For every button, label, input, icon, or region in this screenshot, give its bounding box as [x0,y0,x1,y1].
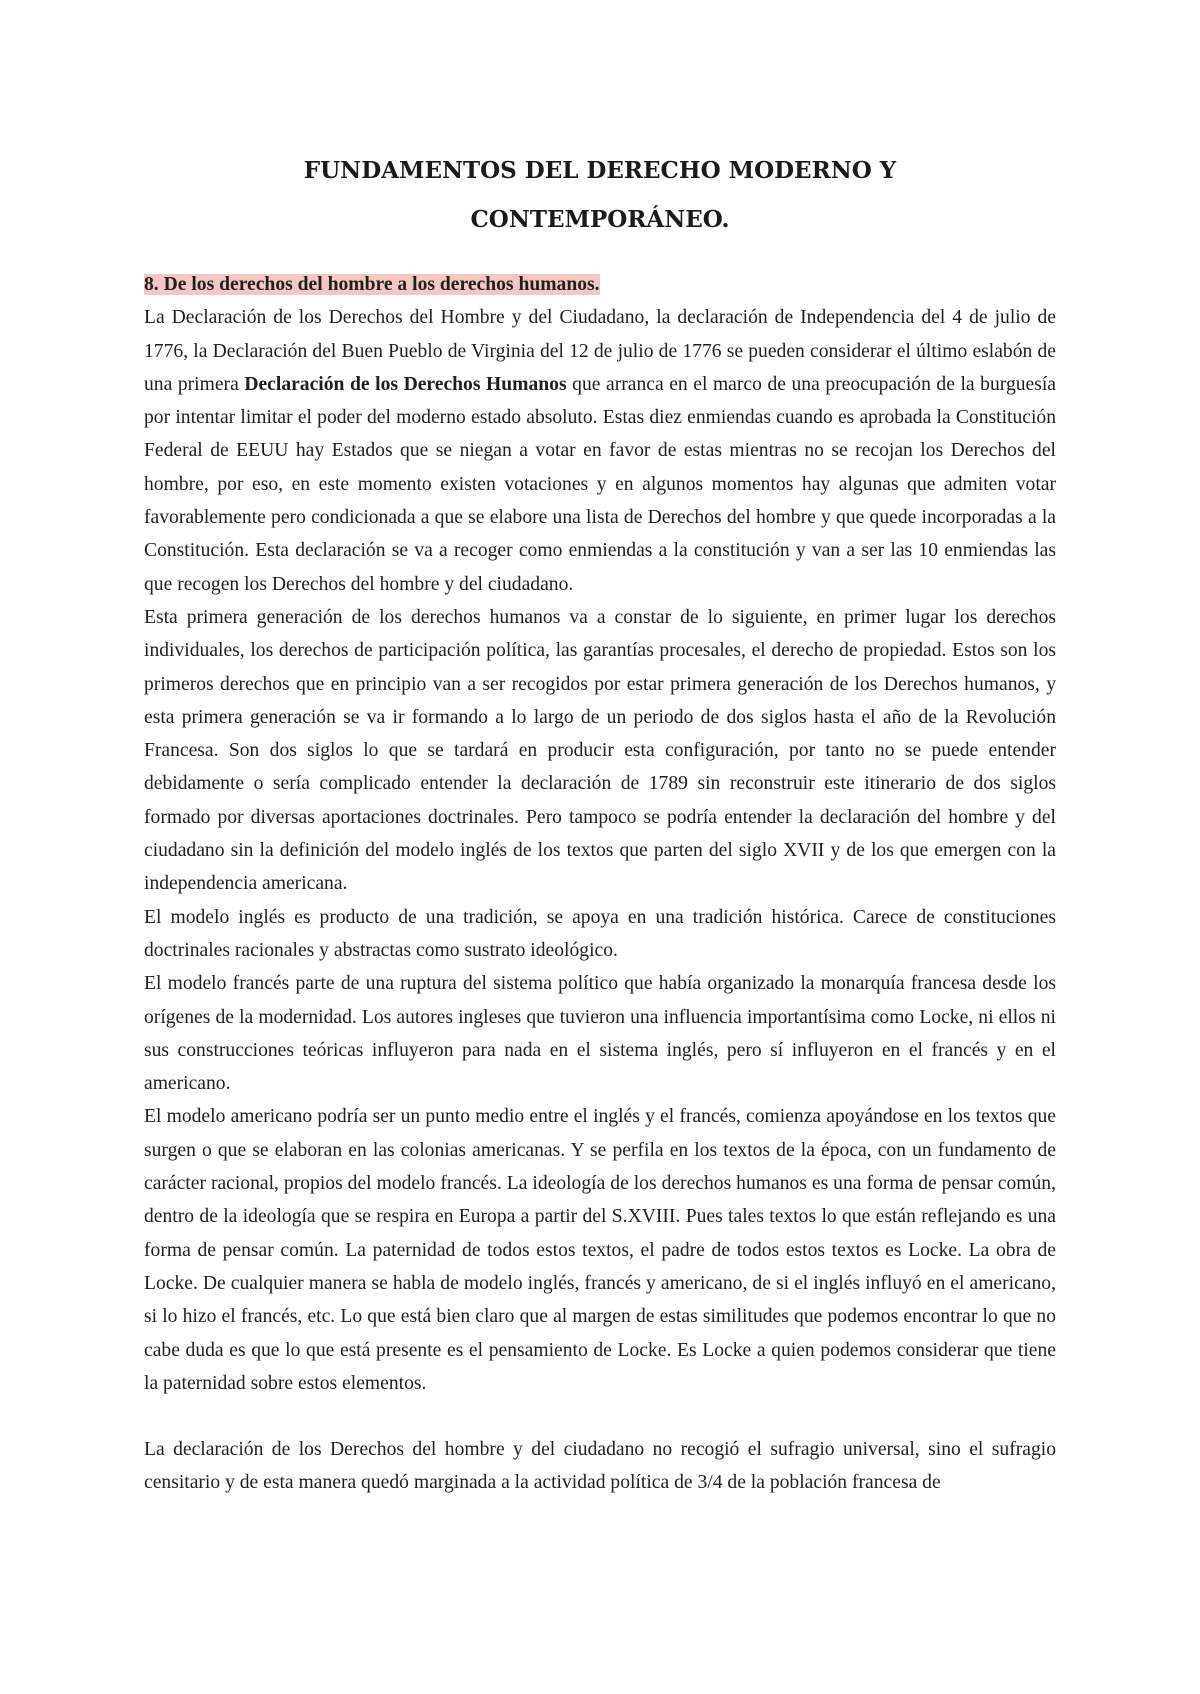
paragraph-2: Esta primera generación de los derechos humanos va a constar de lo siguiente, en primer lugar los derechos individuales, los derechos de participación política, las garantías procesales, el derecho de propiedad. Estos son los primeros derechos que en principio van a ser recogidos por estar primera generación de los Derechos humanos, y esta primera generación se va ir formando a lo largo de un periodo de dos siglos hasta el año de la Revolución Francesa. Son dos siglos lo que se tardará en producir esta configuración, por tanto no se puede entender debidamente o sería complicado entender la declaración de 1789 sin reconstruir este itinerario de dos siglos formado por diversas aportaciones doctrinales. Pero tampoco se podría entender la declaración del hombre y del ciudadano sin la definición del modelo inglés de los textos que parten del siglo XVII y de los que emergen con la independencia americana. [144,606,1056,895]
paragraph-1-text-b: que arranca en el marco de una preocupación de la burguesía por intentar limitar el poder del moderno estado absoluto. Estas diez enmiendas cuando es aprobada la Constitución Federal de EEUU hay Estados que se niegan a votar en favor de estas mientras no se recojan los Derechos del hombre, por eso, en este momento existen votaciones y en algunos momentos hay algunas que admiten votar favorablemente pero condicionada a que se elabore una lista de Derechos del hombre y que quede incorporadas a la Constitución. Esta declaración se va a recoger como enmiendas a la constitución y van a ser las 10 enmiendas las que recogen los Derechos del hombre y del ciudadano. [144,373,1056,595]
document-body [144,268,1056,1500]
document-title [144,146,1056,244]
paragraph-1-text-a: La Declaración de los Derechos del Hombre y del Ciudadano, la declaración de Independencia del 4 de julio de 1776, la Declaración del Buen Pueblo de Virginia del 12 de julio de 1776 se pueden considerar el último eslabón de una primera [144,307,1056,395]
paragraph-1-bold-term: Declaración de los Derechos Humanos [244,373,567,395]
document-title-line-1: FUNDAMENTOS DEL DERECHO MODERNO Y [303,157,897,184]
document-title-line-2: CONTEMPORÁNEO. [470,206,730,233]
paragraph-5: El modelo americano podría ser un punto medio entre el inglés y el francés, comienza apoyándose en los textos que surgen o que se elaboran en las colonias americanas. Y se perfila en los textos de la época, con un fundamento de carácter racional, propios del modelo francés. La ideología de los derechos humanos es una forma de pensar común, dentro de la ideología que se respira en Europa a partir del S.XVIII. Pues tales textos lo que están reflejando es una forma de pensar común. La paternidad de todos estos textos, el padre de todos estos textos es Locke. La obra de Locke. De cualquier manera se habla de modelo inglés, francés y americano, de si el inglés influyó en el americano, si lo hizo el francés, etc. Lo que está bien claro que al margen de estas similitudes que podemos encontrar lo que no cabe duda es que lo que está presente es el pensamiento de Locke. Es Locke a quien podemos considerar que tiene la paternidad sobre estos elementos. [144,1106,1056,1394]
paragraph-4: El modelo francés parte de una ruptura del sistema político que había organizado la monarquía francesa desde los orígenes de la modernidad. Los autores ingleses que tuvieron una influencia importantísima como Locke, ni ellos ni sus construcciones teóricas influyeron para nada en el sistema inglés, pero sí influyeron en el francés y en el americano. [144,973,1056,1095]
section-heading [144,268,1056,301]
paragraph-1 [144,301,1056,601]
paragraph-spacer [144,1400,1056,1433]
paragraph-6: La declaración de los Derechos del hombre y del ciudadano no recogió el sufragio universal, sino el sufragio censitario y de esta manera quedó marginada a la actividad política de 3/4 de la población francesa de [144,1439,1056,1494]
paragraph-3: El modelo inglés es producto de una tradición, se apoya en una tradición histórica. Carece de constituciones doctrinales racionales y abstractas como sustrato ideológico. [144,906,1056,961]
section-heading-highlight: 8. De los derechos del hombre a los derechos humanos. [144,274,600,295]
